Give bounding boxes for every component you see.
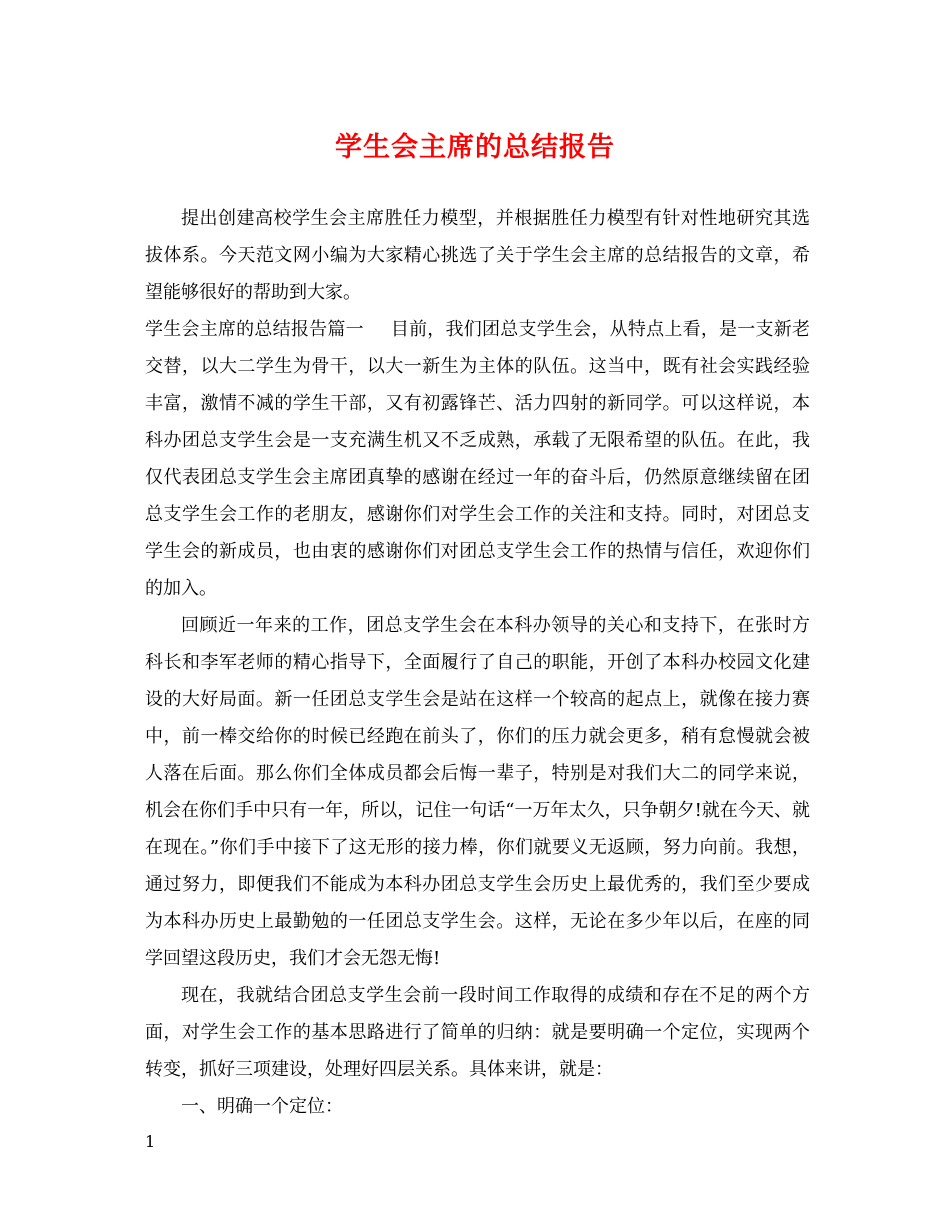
section-heading: 学生会主席的总结报告篇一	[145, 319, 364, 340]
paragraph-intro: 提出创建高校学生会主席胜任力模型，并根据胜任力模型有针对性地研究其选拔体系。今天范文网小编为大家精心挑选了关于学生会主席的总结报告的文章，希望能够很好的帮助到大家。	[145, 208, 810, 303]
paragraph-point-one: 一、明确一个定位：	[181, 1096, 343, 1117]
section-one-text: 目前，我们团总支学生会，从特点上看，是一支新老交替，以大二学生为骨干，以大一新生为主体的队伍。这当中，既有社会实践经验丰富，激情不减的学生干部，又有初露锋芒、活力四射的新同学。可以这样说，本科办团总支学生会是一支充满生机又不乏成熟，承载了无限希望的队伍。在此，我仅代表团总支学生会主席团真挚的感谢在经过一年的奋斗后，仍然原意继续留在团总支学生会工作的老朋友，感谢你们对学生会工作的关注和支持。同时，对团总支学生会的新成员，也由衷的感谢你们对团总支学生会工作的热情与信任，欢迎你们的加入。	[145, 319, 811, 599]
document-body	[145, 200, 810, 1125]
document-title: 学生会主席的总结报告	[335, 132, 615, 163]
paragraph-review: 回顾近一年来的工作，团总支学生会在本科办领导的关心和支持下，在张时方科长和李军老师的精心指导下，全面履行了自己的职能，开创了本科办校园文化建设的大好局面。新一任团总支学生会是站在这样一个较高的起点上，就像在接力赛中，前一棒交给你的时候已经跑在前头了，你们的压力就会更多，稍有怠慢就会被人落在后面。那么你们全体成员都会后悔一辈子，特别是对我们大二的同学来说，机会在你们手中只有一年，所以，记住一句话“一万年太久，只争朝夕!就在今天、就在现在。”你们手中接下了这无形的接力棒，你们就要义无返顾，努力向前。我想，通过努力，即便我们不能成为本科办团总支学生会历史上最优秀的，我们至少要成为本科办历史上最勤勉的一任团总支学生会。这样，无论在多少年以后，在座的同学回望这段历史，我们才会无怨无悔!	[145, 615, 810, 969]
paragraph-section-one	[145, 311, 810, 607]
page-number: 1	[145, 1132, 156, 1151]
paragraph-summary: 现在，我就结合团总支学生会前一段时间工作取得的成绩和存在不足的两个方面，对学生会工作的基本思路进行了简单的归纳：就是要明确一个定位，实现两个转变，抓好三项建设，处理好四层关系。具体来讲，就是：	[145, 985, 810, 1080]
